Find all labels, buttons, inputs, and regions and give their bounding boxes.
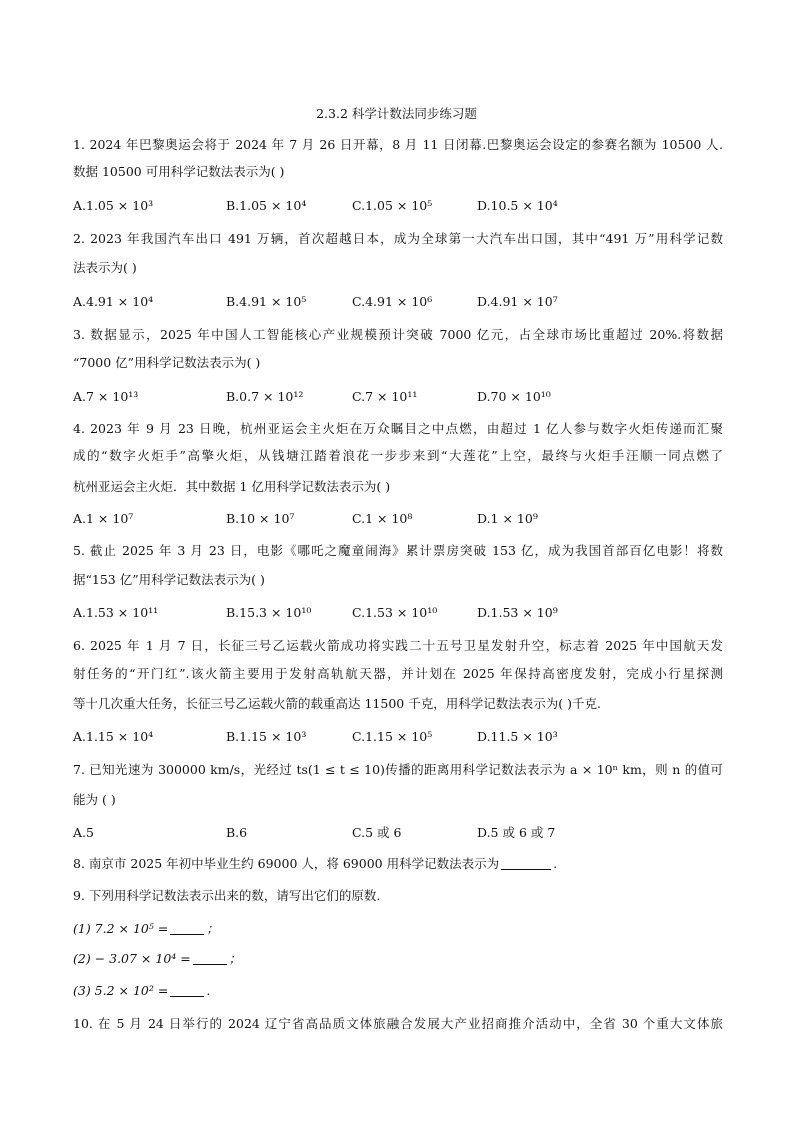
question-1-line-1: 1. 2024 年巴黎奥运会将于 2024 年 7 月 26 日开幕，8 月 11 日闭幕.巴黎奥运会设定的参赛名额为 10500 人. bbox=[73, 137, 723, 152]
question-2-line-2: 法表示为( ) bbox=[73, 260, 137, 275]
q1-option-b: B.1.05 × 10⁴ bbox=[226, 198, 307, 213]
q2-option-b: B.4.91 × 10⁵ bbox=[226, 294, 307, 309]
q4-option-c: C.1 × 10⁸ bbox=[352, 511, 413, 526]
q3-option-b: B.0.7 × 10¹² bbox=[226, 389, 304, 404]
question-6-line-2: 射任务的“开门红”.该火箭主要用于发射高轨航天器，并计划在 2025 年保持高密度发射，完成小行星探测 bbox=[73, 666, 723, 681]
q8-end: . bbox=[553, 856, 558, 871]
q9-item-1 bbox=[73, 920, 723, 938]
q5-option-c: C.1.53 × 10¹⁰ bbox=[352, 605, 438, 620]
question-3-line-1: 3. 数据显示，2025 年中国人工智能核心产业规模预计突破 7000 亿元，占全球市场比重超过 20%.将数据 bbox=[73, 327, 723, 342]
q2-option-c: C.4.91 × 10⁶ bbox=[352, 294, 433, 309]
q9-item-1-expr: (1) 7.2 × 10⁵ = bbox=[73, 921, 169, 936]
q6-option-b: B.1.15 × 10³ bbox=[226, 729, 307, 744]
question-4-line-2: 成的“数字火炬手”高擎火炬，从钱塘江踏着浪花一步步来到“大莲花”上空，最终与火炬手汪顺一同点燃了 bbox=[73, 448, 723, 463]
q6-option-c: C.1.15 × 10⁵ bbox=[352, 729, 433, 744]
question-4-line-3: 杭州亚运会主火炬．其中数据 1 亿用科学记数法表示为( ) bbox=[73, 479, 391, 494]
q9-item-1-blank[interactable] bbox=[170, 921, 204, 935]
q3-option-c: C.7 × 10¹¹ bbox=[352, 389, 418, 404]
q6-option-d: D.11.5 × 10³ bbox=[477, 729, 558, 744]
q5-option-d: D.1.53 × 10⁹ bbox=[477, 605, 558, 620]
question-9-line-1: 9. 下列用科学记数法表示出来的数，请写出它们的原数. bbox=[73, 888, 381, 903]
q2-option-d: D.4.91 × 10⁷ bbox=[477, 294, 558, 309]
q5-option-a: A.1.53 × 10¹¹ bbox=[73, 605, 159, 620]
q9-item-3-expr: (3) 5.2 × 10² = bbox=[73, 983, 169, 998]
q9-item-2-blank[interactable] bbox=[193, 951, 227, 965]
q9-item-3-blank[interactable] bbox=[170, 983, 204, 997]
q1-option-c: C.1.05 × 10⁵ bbox=[352, 198, 433, 213]
q9-item-1-end: ； bbox=[206, 921, 219, 936]
question-8-line-1 bbox=[73, 855, 723, 873]
q1-option-a: A.1.05 × 10³ bbox=[73, 198, 154, 213]
question-1-line-2: 数据 10500 可用科学记数法表示为( ) bbox=[73, 164, 285, 179]
q3-option-d: D.70 × 10¹⁰ bbox=[477, 389, 551, 404]
question-6-line-1: 6. 2025 年 1 月 7 日，长征三号乙运载火箭成功将实践二十五号卫星发射升空，标志着 2025 年中国航天发 bbox=[73, 638, 723, 653]
question-5-line-1: 5. 截止 2025 年 3 月 23 日，电影《哪吒之魔童闹海》累计票房突破 153 亿，成为我国首部百亿电影！将数 bbox=[73, 543, 723, 558]
question-10-line-1: 10. 在 5 月 24 日举行的 2024 辽宁省高品质文体旅融合发展大产业招商推介活动中，全省 30 个重大文体旅 bbox=[73, 1016, 723, 1031]
question-7-line-1: 7. 已知光速为 300000 km/s，光经过 ts(1 ≤ t ≤ 10)传播的距离用科学记数法表示为 a × 10ⁿ km，则 n 的值可 bbox=[73, 762, 723, 777]
q8-answer-blank[interactable] bbox=[501, 856, 551, 870]
q9-item-3-end: . bbox=[206, 983, 211, 998]
q4-option-b: B.10 × 10⁷ bbox=[226, 511, 295, 526]
q7-option-b: B.6 bbox=[226, 825, 248, 840]
q9-item-2 bbox=[73, 950, 723, 968]
question-6-line-3: 等十几次重大任务，长征三号乙运载火箭的载重高达 11500 千克，用科学记数法表示为( )千克. bbox=[73, 696, 601, 711]
q9-item-2-expr: (2) − 3.07 × 10⁴ = bbox=[73, 951, 191, 966]
question-7-line-2: 能为 ( ) bbox=[73, 792, 116, 807]
q4-option-d: D.1 × 10⁹ bbox=[477, 511, 538, 526]
question-4-line-1: 4. 2023 年 9 月 23 日晚，杭州亚运会主火炬在万众瞩目之中点燃，由超过 1 亿人参与数字火炬传递而汇聚 bbox=[73, 421, 723, 436]
q7-option-c: C.5 或 6 bbox=[352, 825, 402, 840]
question-2-line-1: 2. 2023 年我国汽车出口 491 万辆，首次超越日本，成为全球第一大汽车出口国，其中“491 万”用科学记数 bbox=[73, 231, 723, 246]
q1-option-d: D.10.5 × 10⁴ bbox=[477, 198, 558, 213]
q4-option-a: A.1 × 10⁷ bbox=[73, 511, 134, 526]
q8-text: 8. 南京市 2025 年初中毕业生约 69000 人，将 69000 用科学记数法表示为 bbox=[73, 856, 500, 871]
q2-option-a: A.4.91 × 10⁴ bbox=[73, 294, 154, 309]
q3-option-a: A.7 × 10¹³ bbox=[73, 389, 139, 404]
page-title: 2.3.2 科学计数法同步练习题 bbox=[316, 106, 477, 121]
q5-option-b: B.15.3 × 10¹⁰ bbox=[226, 605, 312, 620]
question-3-line-2: “7000 亿”用科学记数法表示为( ) bbox=[73, 355, 261, 370]
q7-option-a: A.5 bbox=[73, 825, 94, 840]
q9-item-2-end: ； bbox=[228, 951, 242, 966]
q9-item-3 bbox=[73, 982, 723, 1000]
question-5-line-2: 据“153 亿”用科学记数法表示为( ) bbox=[73, 572, 265, 587]
q7-option-d: D.5 或 6 或 7 bbox=[477, 825, 556, 840]
q6-option-a: A.1.15 × 10⁴ bbox=[73, 729, 154, 744]
